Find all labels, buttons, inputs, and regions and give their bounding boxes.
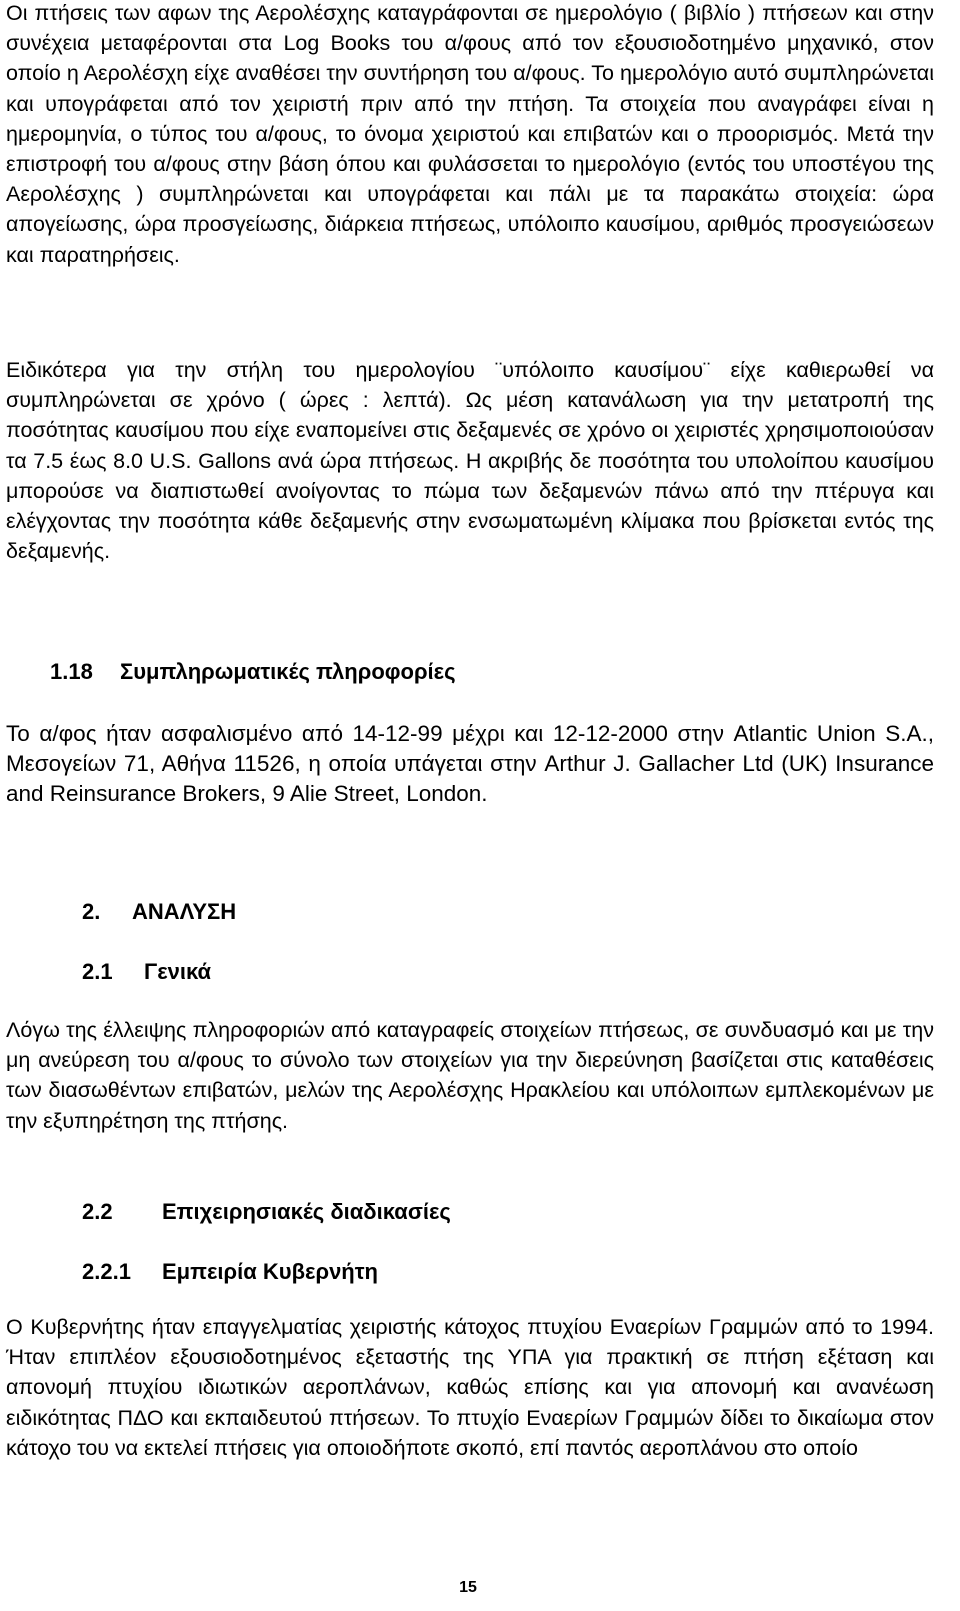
section-heading-1-18: [50, 658, 456, 686]
paragraph-logbook: Οι πτήσεις των αφων της Αερολέσχης καταγράφονται σε ημερολόγιο ( βιβλίο ) πτήσεων και στην συνέχεια μεταφέρονται στα Log Books του α/φους από τον εξουσιοδοτημένο μηχανικό, στον οποίο η Αερολέσχη είχε αναθέσει την συντήρηση του α/φους. Το ημερολόγιο αυτό συμπληρώνεται και υπογράφεται από τον χειριστή πριν από την πτήση. Τα στοιχεία που αναγράφει είναι η ημερομηνία, ο τύπος του α/φους, το όνομα χειριστού και επιβατών και ο προορισμός. Μετά την επιστροφή του α/φους στην βάση όπου και φυλάσσεται το ημερολόγιο (εντός του υποστέγου της Αερολέσχης ) συμπληρώνεται και υπογράφεται και πάλι με τα παρακάτω στοιχεία: ώρα απογείωσης, ώρα προσγείωσης, διάρκεια πτήσεως, υπόλοιπο καυσίμου, αριθμός προσγειώσεων και παρατηρήσεις.: [6, 1, 934, 267]
section-heading-2-1: [82, 958, 211, 986]
section-heading-2-2: [82, 1198, 451, 1226]
section-number: 2.2.1: [82, 1259, 131, 1284]
page-number: 15: [459, 1579, 477, 1596]
section-title: Εμπειρία Κυβερνήτη: [162, 1259, 378, 1284]
section-heading-2-2-1: [82, 1258, 378, 1286]
section-title: Επιχειρησιακές διαδικασίες: [162, 1199, 451, 1224]
section-number: 2.1: [82, 959, 113, 984]
section-number: 1.18: [50, 659, 93, 684]
section-number: 2.: [82, 899, 101, 924]
paragraph-insurance: Το α/φος ήταν ασφαλισμένο από 14-12-99 μέχρι και 12-12-2000 στην Atlantic Union S.A., Μεσογείων 71, Αθήνα 11526, η οποία υπάγεται στην Arthur J. Gallacher Ltd (UK) Insurance and Reinsurance Brokers, 9 Alie Street, London.: [6, 721, 934, 807]
section-title: ΑΝΑΛΥΣΗ: [132, 899, 237, 924]
section-title: Συμπληρωματικές πληροφορίες: [120, 659, 456, 684]
section-title: Γενικά: [144, 959, 212, 984]
section-number: 2.2: [82, 1199, 113, 1224]
paragraph-fuel: Ειδικότερα για την στήλη του ημερολογίου ¨υπόλοιπο καυσίμου¨ είχε καθιερωθεί να συμπληρώνεται σε χρόνο ( ώρες : λεπτά). Ως μέση κατανάλωση για την μετατροπή της ποσότητας καυσίμου που είχε εναπομείνει στις δεξαμενές σε χρόνο οι χειριστές χρησιμοποιούσαν τα 7.5 έως 8.0 U.S. Gallons ανά ώρα πτήσεως. Η ακριβής δε ποσότητα του υπολοίπου καυσίμου μπορούσε να διαπιστωθεί ανοίγοντας το πώμα των δεξαμενών πάνω από την πτέρυγα και ελέγχοντας την ποσότητα κάθε δεξαμενής στην ενσωματωμένη κλίμακα που βρίσκεται εντός της δεξαμενής.: [6, 358, 934, 564]
section-heading-2: [82, 898, 236, 926]
paragraph-pilot-experience: Ο Κυβερνήτης ήταν επαγγελματίας χειριστής κάτοχος πτυχίου Εναερίων Γραμμών από το 1994. Ήταν επιπλέον εξουσιοδοτημένος εξεταστής της ΥΠΑ για πρακτική σε πτήση εξέταση και απονομή πτυχίου ιδιωτικών αεροπλάνων, καθώς επίσης και για απονομή και ανανέωση ειδικότητας ΠΔΟ και εκπαιδευτού πτήσεων. Το πτυχίο Εναερίων Γραμμών δίδει το δικαίωμα στον κάτοχο του να εκτελεί πτήσεις για οποιοδήποτε σκοπό, επί παντός αεροπλάνου στο οποίο: [6, 1315, 934, 1460]
paragraph-general: Λόγω της έλλειψης πληροφοριών από καταγραφείς στοιχείων πτήσεως, σε συνδυασμό και με την μη ανεύρεση του α/φους το σύνολο των στοιχείων για την διερεύνηση βασίζεται στις καταθέσεις των διασωθέντων επιβατών, μελών της Αερολέσχης Ηρακλείου και υπόλοιπων εμπλεκομένων με την εξυπηρέτηση της πτήσης.: [6, 1018, 934, 1133]
